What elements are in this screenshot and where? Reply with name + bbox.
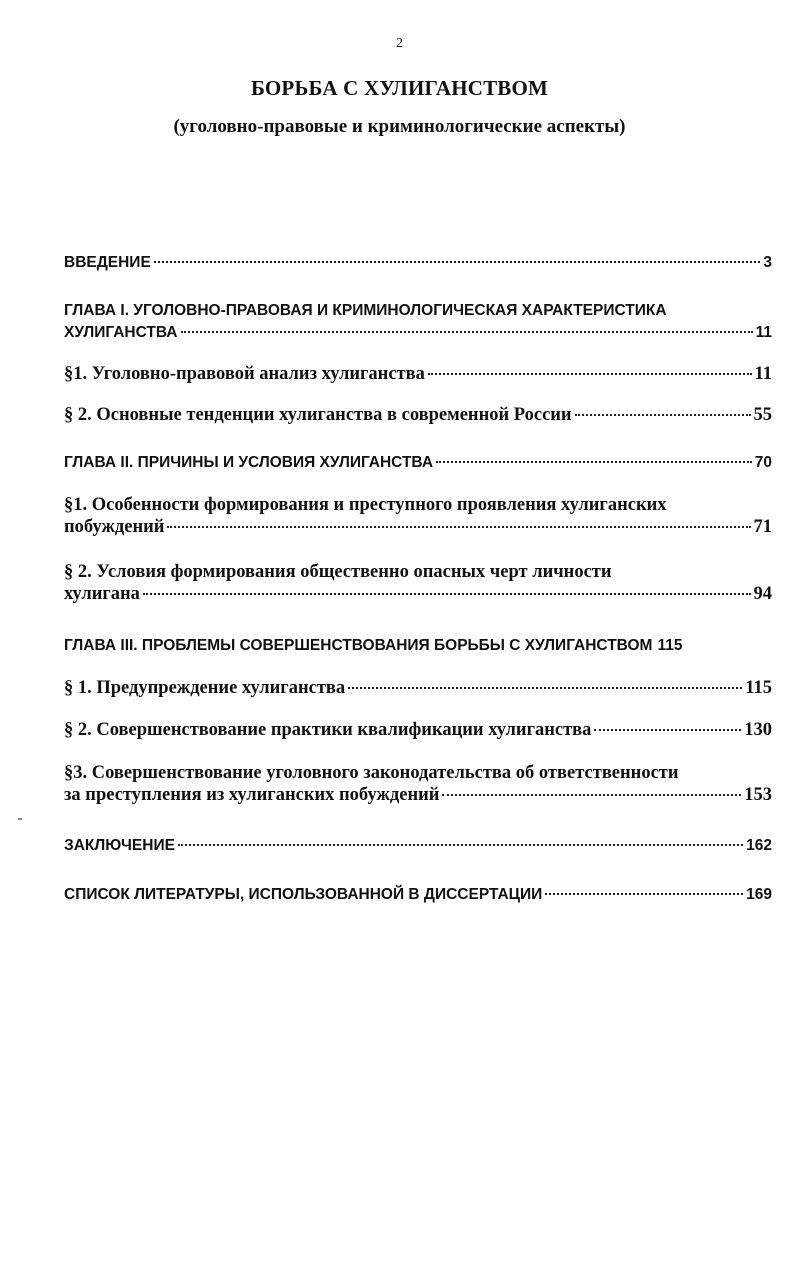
toc-entry-section-1-1 [64,363,772,385]
toc-page-number: 70 [754,454,772,471]
toc-page-number: 94 [753,584,772,604]
scan-artifact [18,818,22,820]
toc-entry-title: ЗАКЛЮЧЕНИЕ [64,837,175,854]
toc-entry-bibliography [64,884,772,906]
toc-entry-title: §3. Совершенствование уголовного законодательства об ответственности [64,763,679,783]
toc-entry-chapter-1 [64,300,772,344]
toc-page-number: 130 [744,720,772,740]
dot-leader [167,526,750,528]
toc-page-number: 115 [657,637,683,654]
dot-leader [442,794,741,796]
toc-entry-title: § 2. Условия формирования общественно опасных черт личности [64,562,612,582]
toc-entry-chapter-3 [64,635,772,657]
dot-leader [545,893,743,895]
dot-leader [428,373,752,375]
toc-page-number: 55 [753,405,772,425]
toc-entry-title-continued: ХУЛИГАНСТВА [64,324,178,341]
dot-leader [594,729,741,731]
document-title: БОРЬБА С ХУЛИГАНСТВОМ [250,76,549,100]
toc-page-number: 162 [746,837,772,854]
toc-page-number: 169 [746,886,772,903]
toc-entry-title: § 1. Предупреждение хулиганства [64,678,346,698]
toc-entry-title: ГЛАВА II. ПРИЧИНЫ И УСЛОВИЯ ХУЛИГАНСТВА [64,454,434,471]
toc-entry-title: ВВЕДЕНИЕ [64,254,151,271]
toc-entry-title: §1. Уголовно-правовой анализ хулиганства [64,364,425,384]
toc-entry-introduction [64,252,772,274]
toc-entry-chapter-2 [64,452,772,474]
dot-leader [575,414,751,416]
toc-entry-title: СПИСОК ЛИТЕРАТУРЫ, ИСПОЛЬЗОВАННОЙ В ДИССЕРТАЦИИ [64,886,543,903]
toc-entry-title-continued: побуждений [64,517,165,537]
toc-entry-section-3-1 [64,677,772,699]
dot-leader [154,261,761,263]
toc-page-number: 115 [745,678,772,698]
document-subtitle: (уголовно-правовые и криминологические аспекты) [173,116,626,137]
toc-entry-section-1-2 [64,404,772,426]
page-number: 2 [396,36,403,51]
toc-entry-title: § 2. Совершенствование практики квалификации хулиганства [64,720,592,740]
toc-entry-title: §1. Особенности формирования и преступного проявления хулиганских [64,495,667,515]
toc-entry-title-continued: за преступления из хулиганских побуждений [64,785,440,805]
dot-leader [348,687,742,689]
toc-page-number: 11 [755,324,772,341]
toc-page-number: 153 [744,785,772,805]
toc-page-number: 3 [763,254,772,271]
dot-leader [181,331,753,333]
toc-entry-conclusion [64,835,772,857]
toc-page-number: 11 [754,364,772,384]
dot-leader [436,461,752,463]
dot-leader [143,593,751,595]
toc-entry-title: ГЛАВА III. ПРОБЛЕМЫ СОВЕРШЕНСТВОВАНИЯ БОРЬБЫ С ХУЛИГАНСТВОМ [64,637,653,654]
toc-entry-section-2-2 [64,561,772,605]
toc-entry-section-3-3 [64,762,772,806]
toc-entry-title-continued: хулигана [64,584,140,604]
toc-page-number: 71 [753,517,772,537]
dot-leader [178,844,743,846]
toc-entry-title: ГЛАВА I. УГОЛОВНО-ПРАВОВАЯ И КРИМИНОЛОГИЧЕСКАЯ ХАРАКТЕРИСТИКА [64,302,667,319]
toc-entry-section-2-1 [64,494,772,538]
toc-entry-title: § 2. Основные тенденции хулиганства в современной России [64,405,572,425]
toc-entry-section-3-2 [64,719,772,741]
